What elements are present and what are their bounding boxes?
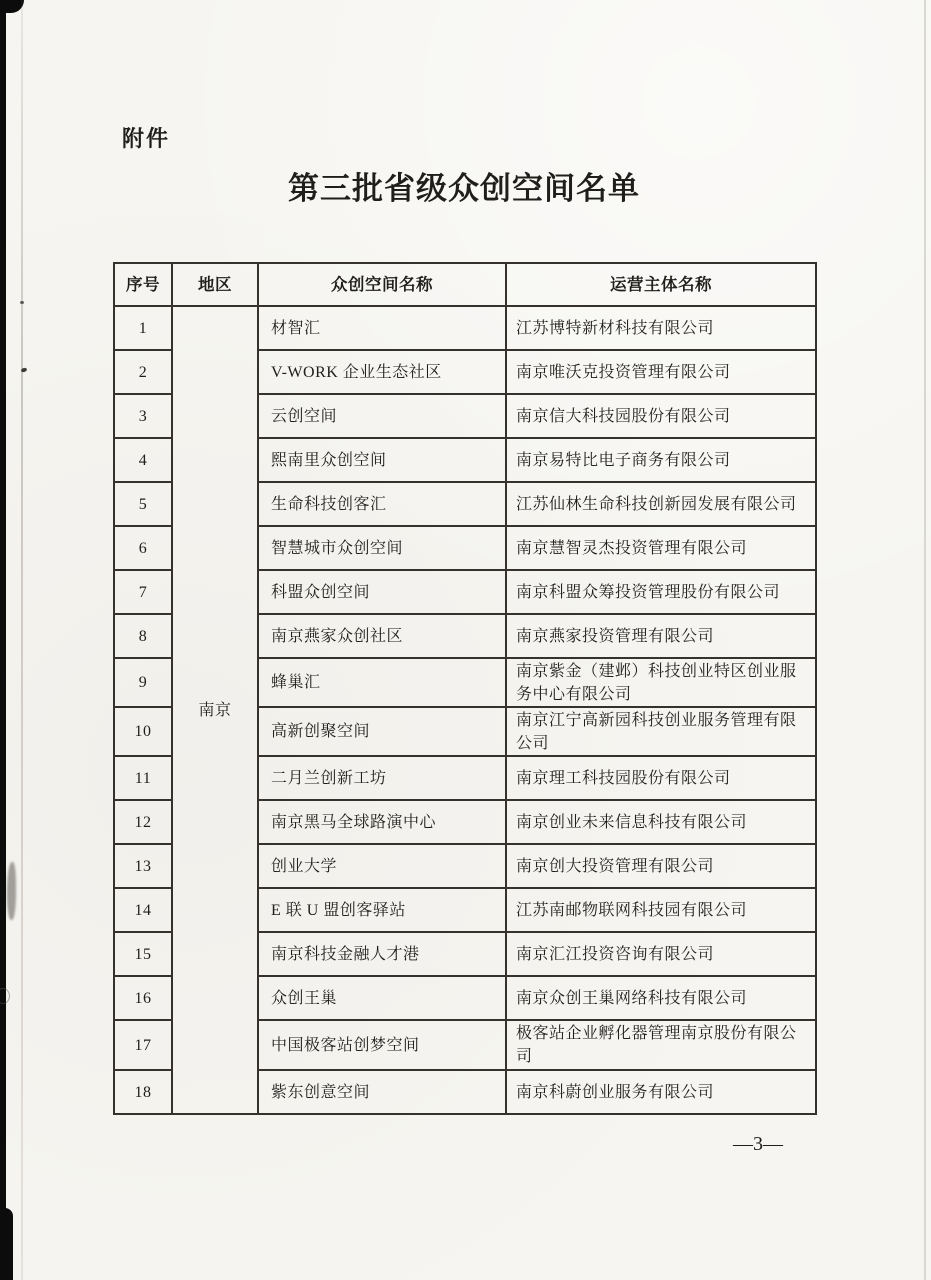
space-name-cell: 众创王巢: [258, 976, 506, 1020]
scan-smudge: [7, 862, 16, 920]
space-name-cell: V-WORK 企业生态社区: [258, 350, 506, 394]
space-name-cell: 二月兰创新工坊: [258, 756, 506, 800]
row-number-cell: 14: [114, 888, 172, 932]
row-number-cell: 12: [114, 800, 172, 844]
space-name-cell: 云创空间: [258, 394, 506, 438]
operator-cell: 江苏仙林生命科技创新园发展有限公司: [506, 482, 816, 526]
page-number: —3—: [733, 1133, 783, 1155]
operator-cell: 南京汇江投资咨询有限公司: [506, 932, 816, 976]
operator-cell: 南京燕家投资管理有限公司: [506, 614, 816, 658]
table-header: [114, 263, 816, 306]
space-name-cell: 蜂巢汇: [258, 658, 506, 707]
row-number-cell: 5: [114, 482, 172, 526]
operator-cell: 南京唯沃克投资管理有限公司: [506, 350, 816, 394]
operator-cell: 南京科盟众筹投资管理股份有限公司: [506, 570, 816, 614]
table-body: [114, 306, 816, 1114]
table-header-row: [114, 263, 816, 306]
attachment-label: 附件: [122, 126, 171, 151]
maker-space-table: [113, 262, 817, 1115]
header-region: 地区: [172, 263, 258, 306]
operator-cell: 南京江宁高新园科技创业服务管理有限公司: [506, 707, 816, 756]
operator-cell: 南京慧智灵杰投资管理有限公司: [506, 526, 816, 570]
operator-cell: 江苏南邮物联网科技园有限公司: [506, 888, 816, 932]
header-space-name: 众创空间名称: [258, 263, 506, 306]
table-row: [114, 306, 816, 350]
operator-cell: 南京创大投资管理有限公司: [506, 844, 816, 888]
space-name-cell: 高新创聚空间: [258, 707, 506, 756]
space-name-cell: 南京燕家众创社区: [258, 614, 506, 658]
space-name-cell: 南京黑马全球路演中心: [258, 800, 506, 844]
row-number-cell: 15: [114, 932, 172, 976]
page-title: 第三批省级众创空间名单: [288, 171, 640, 206]
row-number-cell: 3: [114, 394, 172, 438]
row-number-cell: 10: [114, 707, 172, 756]
scan-edge-left: [0, 0, 6, 1280]
operator-cell: 江苏博特新材科技有限公司: [506, 306, 816, 350]
row-number-cell: 8: [114, 614, 172, 658]
space-name-cell: E 联 U 盟创客驿站: [258, 888, 506, 932]
space-name-cell: 创业大学: [258, 844, 506, 888]
row-number-cell: 18: [114, 1070, 172, 1114]
row-number-cell: 7: [114, 570, 172, 614]
operator-cell: 极客站企业孵化器管理南京股份有限公司: [506, 1020, 816, 1070]
header-serial-number: 序号: [114, 263, 172, 306]
operator-cell: 南京创业未来信息科技有限公司: [506, 800, 816, 844]
operator-cell: 南京易特比电子商务有限公司: [506, 438, 816, 482]
space-name-cell: 生命科技创客汇: [258, 482, 506, 526]
space-name-cell: 紫东创意空间: [258, 1070, 506, 1114]
operator-cell: 南京科蔚创业服务有限公司: [506, 1070, 816, 1114]
space-name-cell: 智慧城市众创空间: [258, 526, 506, 570]
row-number-cell: 4: [114, 438, 172, 482]
row-number-cell: 1: [114, 306, 172, 350]
row-number-cell: 11: [114, 756, 172, 800]
row-number-cell: 9: [114, 658, 172, 707]
scan-ring-mark: [0, 988, 10, 1004]
space-name-cell: 南京科技金融人才港: [258, 932, 506, 976]
operator-cell: 南京理工科技园股份有限公司: [506, 756, 816, 800]
region-cell: 南京: [172, 306, 258, 1114]
operator-cell: 南京信大科技园股份有限公司: [506, 394, 816, 438]
scan-edge-right: [924, 0, 926, 1280]
space-name-cell: 材智汇: [258, 306, 506, 350]
space-name-cell: 科盟众创空间: [258, 570, 506, 614]
row-number-cell: 17: [114, 1020, 172, 1070]
operator-cell: 南京紫金（建邺）科技创业特区创业服务中心有限公司: [506, 658, 816, 707]
scan-speck-1: [20, 301, 24, 304]
space-name-cell: 熙南里众创空间: [258, 438, 506, 482]
paper-fold-line: [21, 0, 23, 1280]
scan-speck-2: [20, 367, 27, 373]
row-number-cell: 6: [114, 526, 172, 570]
operator-cell: 南京众创王巢网络科技有限公司: [506, 976, 816, 1020]
header-operator-name: 运营主体名称: [506, 263, 816, 306]
row-number-cell: 13: [114, 844, 172, 888]
row-number-cell: 16: [114, 976, 172, 1020]
row-number-cell: 2: [114, 350, 172, 394]
scan-edge-bottom-left: [0, 1208, 13, 1280]
space-name-cell: 中国极客站创梦空间: [258, 1020, 506, 1070]
